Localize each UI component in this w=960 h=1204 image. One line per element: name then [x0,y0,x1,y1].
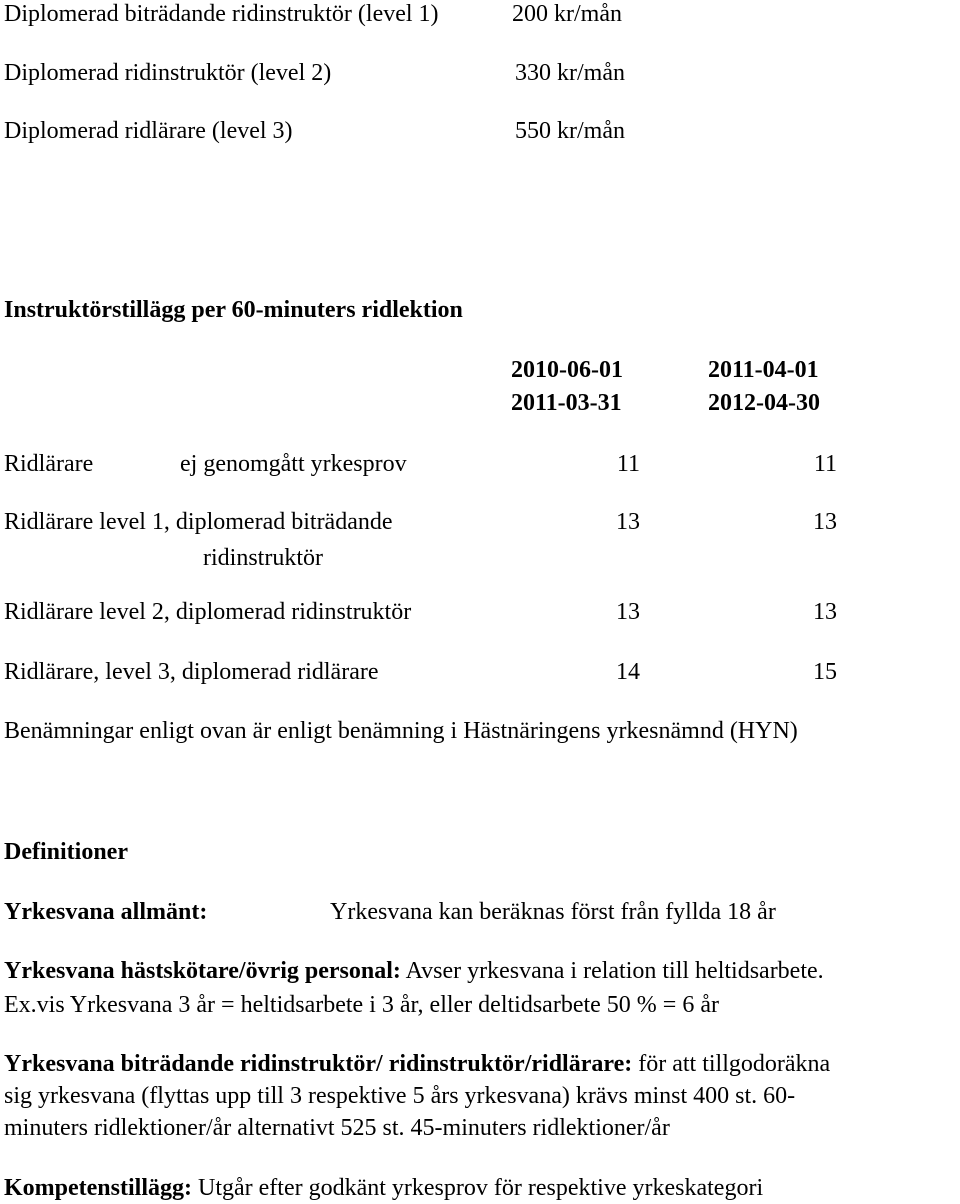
competence-label: Kompetenstillägg: [4,1175,192,1201]
row-4-value-2: 15 [813,659,837,685]
staff-experience-line-2: Ex.vis Yrkesvana 3 år = heltidsarbete i 3 år, eller deltidsarbete 50 % = 6 år [4,992,719,1018]
row-4-label: Ridlärare, level 3, diplomerad ridlärare [4,659,379,685]
general-experience-label: Yrkesvana allmänt: [4,899,208,925]
row-1-label: Ridlärare [4,451,94,477]
fee-row-1-value: 200 kr/mån [512,1,622,27]
row-2-label: Ridlärare level 1, diplomerad biträdande [4,509,393,535]
row-2-value-2: 13 [813,509,837,535]
row-3-value-1: 13 [616,599,640,625]
fee-row-2-label: Diplomerad ridinstruktör (level 2) [4,60,332,86]
period-2-from: 2011-04-01 [708,357,819,383]
fee-row-3-label: Diplomerad ridlärare (level 3) [4,118,293,144]
instructor-experience-text: för att tillgodoräkna [638,1051,831,1077]
supplement-heading: Instruktörstillägg per 60-minuters ridlektion [4,297,463,323]
row-1-value-1: 11 [616,451,640,477]
fee-row-2-value: 330 kr/mån [515,60,625,86]
period-1-from: 2010-06-01 [511,357,623,383]
row-2-sub: ridinstruktör [203,545,323,571]
row-3-label: Ridlärare level 2, diplomerad ridinstruktör [4,599,412,625]
row-1-value-2: 11 [813,451,837,477]
row-4-value-1: 14 [616,659,640,685]
staff-experience-label: Yrkesvana hästskötare/övrig personal: [4,958,401,984]
instructor-experience-line-2: sig yrkesvana (flyttas upp till 3 respektive 5 års yrkesvana) krävs minst 400 st. 60- [4,1083,796,1109]
staff-experience-text: Avser yrkesvana i relation till heltidsarbete. [405,958,824,984]
competence-text: Utgår efter godkänt yrkesprov för respektive yrkeskategori [197,1175,764,1201]
staff-experience-line-1 [4,957,824,985]
period-2-to: 2012-04-30 [708,390,820,416]
row-2-value-1: 13 [616,509,640,535]
row-1-sub: ej genomgått yrkesprov [180,451,407,477]
instructor-experience-label: Yrkesvana biträdande ridinstruktör/ ridinstruktör/ridlärare: [4,1051,633,1077]
naming-note: Benämningar enligt ovan är enligt benämning i Hästnäringens yrkesnämnd (HYN) [4,718,798,744]
period-1-to: 2011-03-31 [511,390,622,416]
row-3-value-2: 13 [813,599,837,625]
general-experience-text: Yrkesvana kan beräknas först från fyllda 18 år [330,899,776,925]
instructor-experience-line-1 [4,1050,830,1078]
definitions-heading: Definitioner [4,839,128,865]
instructor-experience-line-3: minuters ridlektioner/år alternativt 525 st. 45-minuters ridlektioner/år [4,1115,670,1141]
fee-row-3-value: 550 kr/mån [515,118,625,144]
fee-row-1-label: Diplomerad biträdande ridinstruktör (level 1) [4,1,439,27]
competence-line [4,1174,763,1202]
